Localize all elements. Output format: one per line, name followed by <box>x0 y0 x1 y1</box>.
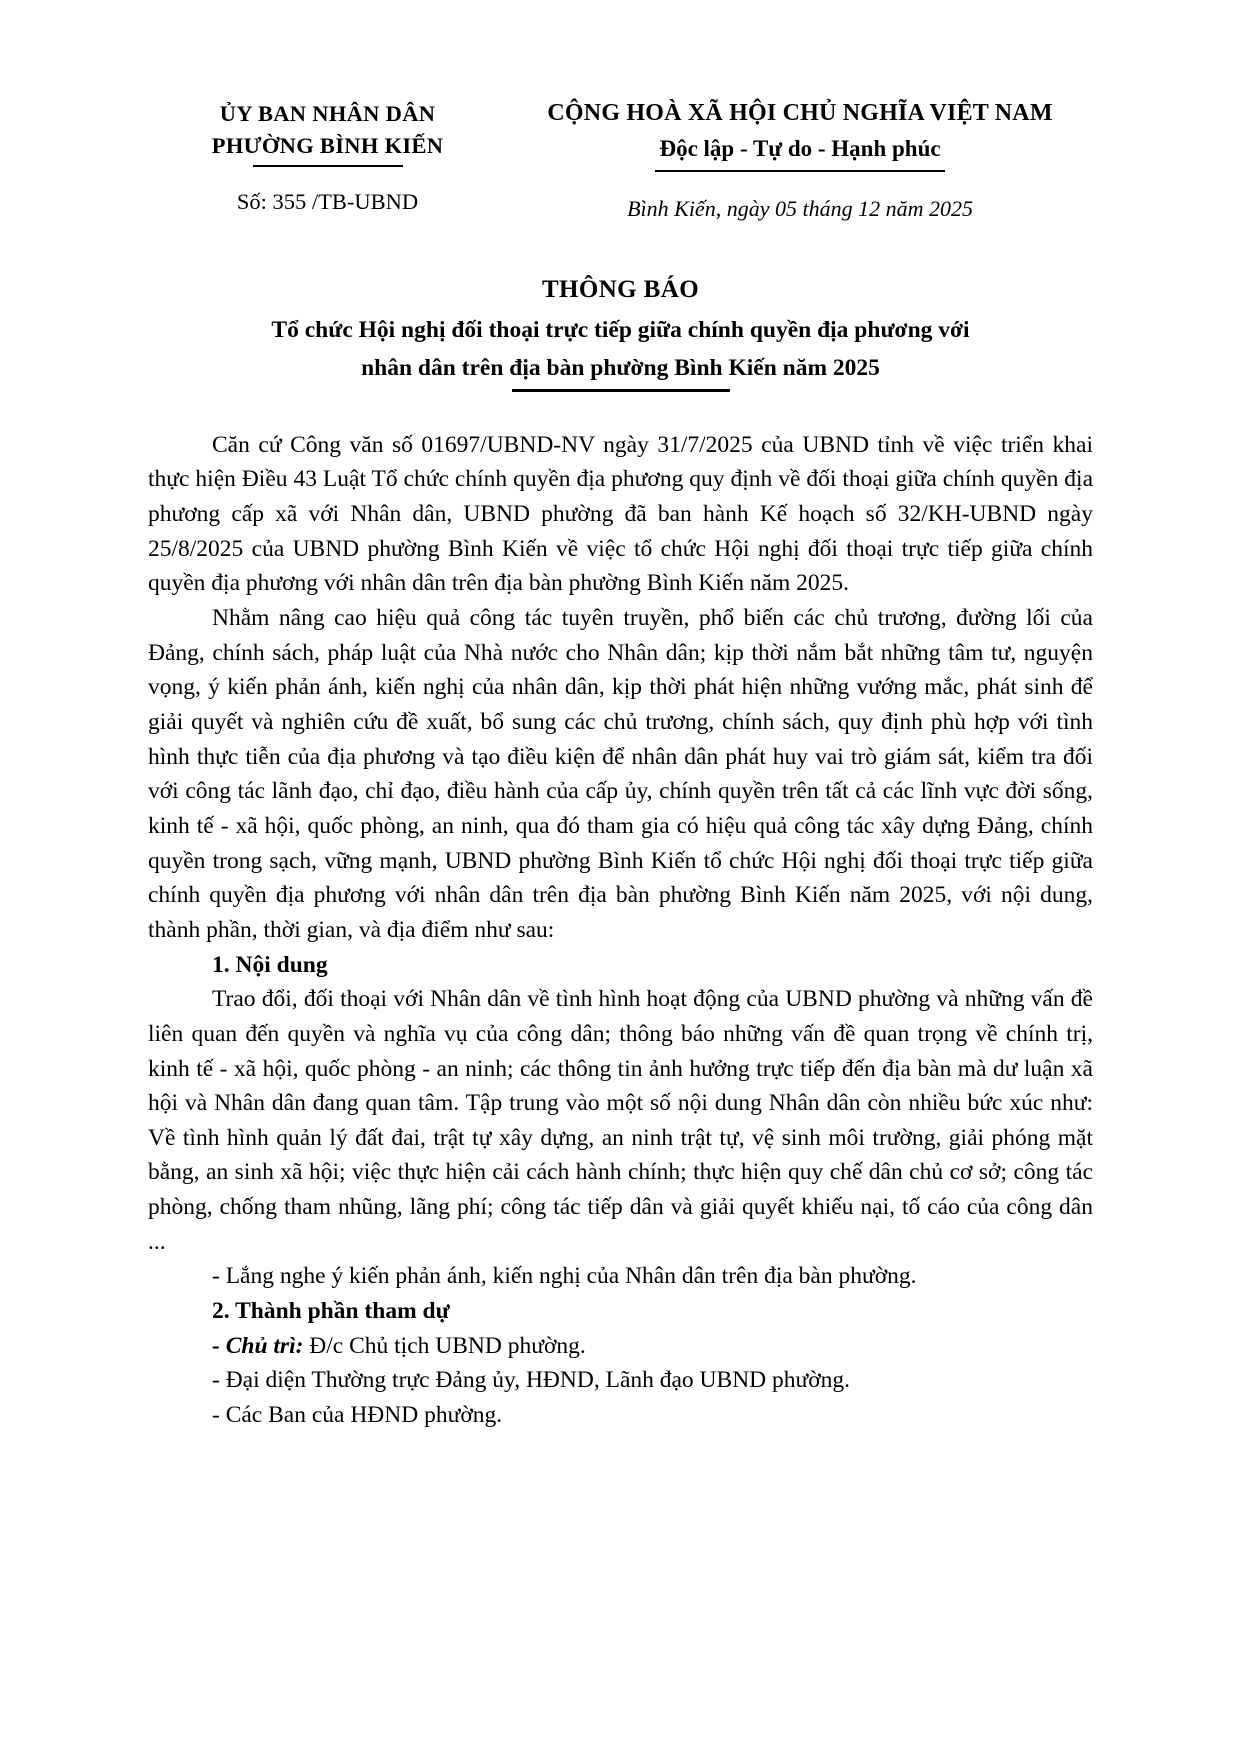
paragraph-purpose: Nhằm nâng cao hiệu quả công tác tuyên truyền, phổ biến các chủ trương, đường lối của Đảng, chính sách, pháp luật của Nhà nước cho Nhân dân; kịp thời nắm bắt những tâm tư, nguyện vọng, ý kiến phản ánh, kiến nghị của nhân dân, kịp thời phát hiện những vướng mắc, phát sinh để giải quyết và nghiên cứu đề xuất, bổ sung các chủ trương, chính sách, quy định phù hợp với tình hình thực tiễn của địa phương và tạo điều kiện để nhân dân phát huy vai trò giám sát, kiểm tra đối với công tác lãnh đạo, chỉ đạo, điều hành của cấp ủy, chính quyền trên tất cả các lĩnh vực đời sống, kinh tế - xã hội, quốc phòng, an ninh, qua đó tham gia có hiệu quả công tác xây dựng Đảng, chính quyền trong sạch, vững mạnh, UBND phường Bình Kiến tổ chức Hội nghị đối thoại trực tiếp giữa chính quyền địa phương với nhân dân trên địa bàn phường Bình Kiến năm 2025, với nội dung, thành phần, thời gian, và địa điểm như sau: <box>148 604 1093 943</box>
participant-chair-label: - Chủ trì: <box>212 1332 304 1359</box>
national-motto: Độc lập - Tự do - Hạnh phúc <box>659 136 941 162</box>
issuing-authority-line2-wrap <box>148 130 507 167</box>
section-content-paragraph: Trao đổi, đối thoại với Nhân dân về tình hình hoạt động của UBND phường và những vấn đề liên quan đến quyền và nghĩa vụ của công dân; thông báo những vấn đề quan trọng về chính trị, kinh tế - xã hội, quốc phòng - an ninh; các thông tin ảnh hưởng trực tiếp đến địa bàn mà dư luận xã hội và Nhân dân đang quan tâm. Tập trung vào một số nội dung Nhân dân còn nhiều bức xúc như: Về tình hình quản lý đất đai, trật tự xây dựng, an ninh trật tự, vệ sinh môi trường, giải phóng mặt bằng, an sinh xã hội; việc thực hiện cải cách hành chính; thực hiện quy chế dân chủ cơ sở; công tác phòng, chống tham nhũng, lãng phí; công tác tiếp dân và giải quyết khiếu nại, tố cáo của công dân ... <box>148 986 1093 1255</box>
issuing-authority-line2: PHƯỜNG BÌNH KIẾN <box>211 132 444 158</box>
document-subtitle-line1: Tổ chức Hội nghị đối thoại trực tiếp giữa chính quyền địa phương với <box>271 317 970 344</box>
place-and-date: Bình Kiến, ngày 05 tháng 12 năm 2025 <box>627 196 973 222</box>
document-type-title: THÔNG BÁO <box>541 276 700 304</box>
document-number: Số: 355 /TB-UBND <box>236 188 419 214</box>
document-subtitle-underline <box>512 389 730 392</box>
national-heading-block <box>507 96 1093 222</box>
document-body <box>148 428 1093 1433</box>
document-subtitle-line2: nhân dân trên địa bàn phường Bình Kiến năm 2025 <box>361 355 880 382</box>
national-motto-underline <box>655 170 945 173</box>
participant-item-leaders: - Đại diện Thường trực Đảng ủy, HĐND, Lãnh đạo UBND phường. <box>212 1367 851 1394</box>
document-header <box>148 96 1093 222</box>
participant-item-boards: - Các Ban của HĐND phường. <box>212 1402 503 1429</box>
issuing-authority-line1: ỦY BAN NHÂN DÂN <box>219 101 436 126</box>
section-heading-content: 1. Nội dung <box>212 951 328 978</box>
national-name: CỘNG HOÀ XÃ HỘI CHỦ NGHĨA VIỆT NAM <box>547 100 1053 126</box>
participant-chair-text: Đ/c Chủ tịch UBND phường. <box>303 1332 586 1359</box>
national-motto-wrap <box>507 130 1093 172</box>
title-block <box>148 276 1093 392</box>
issuing-authority-block <box>148 96 507 215</box>
participant-item-chair <box>148 1329 1093 1364</box>
paragraph-basis: Căn cứ Công văn số 01697/UBND-NV ngày 31/7/2025 của UBND tỉnh về việc triển khai thực hiện Điều 43 Luật Tổ chức chính quyền địa phương quy định về đối thoại giữa chính quyền địa phương cấp xã với Nhân dân, UBND phường đã ban hành Kế hoạch số 32/KH-UBND ngày 25/8/2025 của UBND phường Bình Kiến về việc tổ chức Hội nghị đối thoại trực tiếp giữa chính quyền địa phương với nhân dân trên địa bàn phường Bình Kiến năm 2025. <box>148 431 1093 597</box>
issuing-authority-underline <box>253 165 403 167</box>
document-subtitle <box>148 311 1093 387</box>
section-content-bullet: - Lắng nghe ý kiến phản ánh, kiến nghị của Nhân dân trên địa bàn phường. <box>212 1263 917 1290</box>
section-heading-participants: 2. Thành phần tham dự <box>212 1298 450 1325</box>
